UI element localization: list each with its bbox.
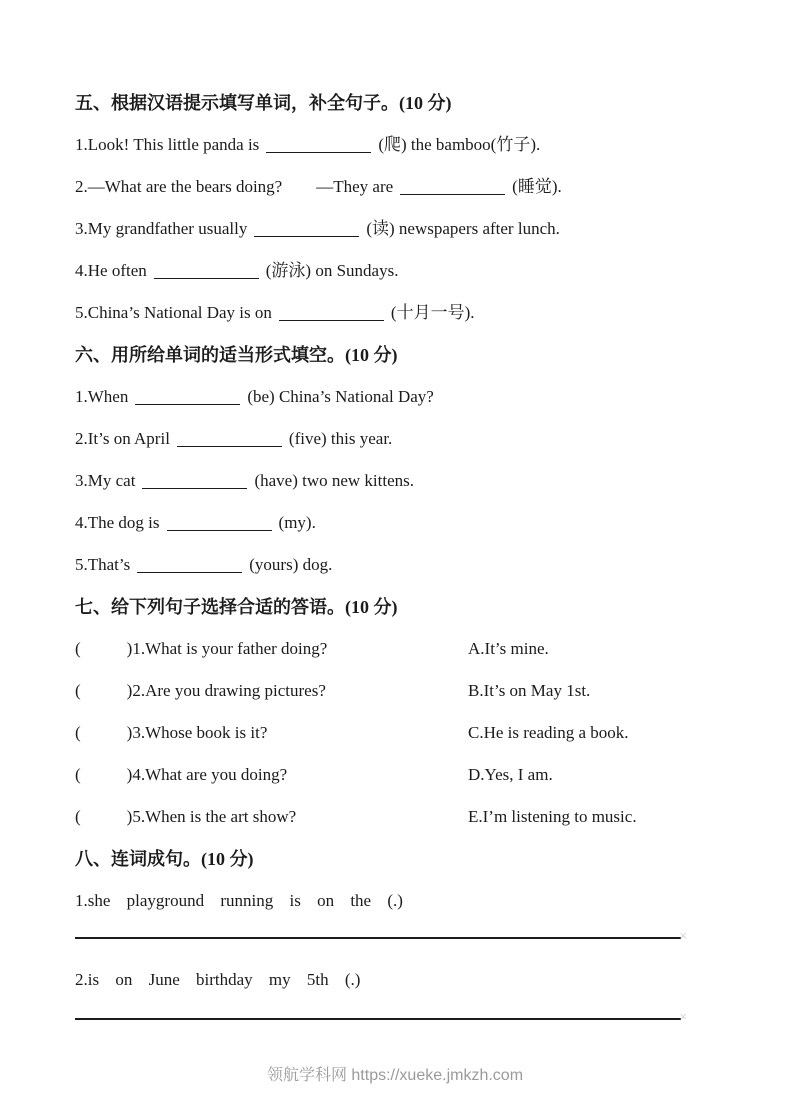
fill-blank: [137, 556, 242, 573]
s7-row-1: [75, 628, 690, 670]
section6-score: (10 分): [345, 345, 398, 365]
s5-item-2-question: 2.—What are the bears doing?: [75, 177, 283, 196]
answer-bracket-open: (: [75, 807, 81, 826]
s6-item-5: [75, 544, 690, 586]
answer-bracket-close: ): [126, 639, 133, 658]
site-watermark: 领航学科网 https://xueke.jmkzh.com: [266, 1067, 524, 1084]
s7-row-1-option: A.It’s mine.: [468, 639, 549, 658]
scan-stray-mark: ×: [679, 1009, 687, 1024]
s6-item-4-hint: (my).: [278, 513, 316, 532]
fill-blank: [279, 304, 384, 321]
s6-item-5-hint: (yours) dog.: [249, 555, 333, 574]
s5-item-1: [75, 124, 690, 166]
section8-heading: [75, 838, 690, 880]
section7-title: 七、给下列句子选择合适的答语。: [75, 597, 345, 617]
s6-item-4: [75, 502, 690, 544]
s8-item-1-text: 1.she playground running is on the (.): [75, 891, 403, 910]
s7-row-4: [75, 754, 690, 796]
section8-title: 八、连词成句。: [75, 849, 201, 869]
answer-bracket-open: (: [75, 681, 81, 700]
answer-bracket-close: ): [126, 807, 133, 826]
s7-row-3-question: [75, 712, 468, 754]
section7-heading: [75, 586, 690, 628]
s7-row-2-question: [75, 670, 468, 712]
fill-blank: [254, 220, 359, 237]
s7-row-4-question: [75, 754, 468, 796]
s6-item-3-hint: (have) two new kittens.: [254, 471, 415, 490]
s6-item-3: [75, 460, 690, 502]
s7-row-5: [75, 796, 690, 838]
section6-heading: [75, 334, 690, 376]
fill-blank: [167, 514, 272, 531]
s6-item-2: [75, 418, 690, 460]
s5-item-4: [75, 250, 690, 292]
fill-blank: [400, 178, 505, 195]
s7-row-5-question: [75, 796, 468, 838]
s5-item-4-hint: (游泳) on Sundays.: [265, 261, 399, 280]
s6-item-2-text: 2.It’s on April: [75, 429, 170, 448]
section5-score: (10 分): [399, 93, 452, 113]
fill-blank: [135, 388, 240, 405]
s8-item-2: [75, 959, 690, 1001]
s5-item-2-hint: (睡觉).: [512, 177, 562, 196]
answer-writing-line: [75, 1009, 687, 1024]
s6-item-3-text: 3.My cat: [75, 471, 136, 490]
section5-heading: [75, 82, 690, 124]
s7-row-2-option: B.It’s on May 1st.: [468, 681, 591, 700]
s8-item-1: [75, 880, 690, 922]
answer-writing-line: [75, 928, 687, 943]
s7-row-3-option: C.He is reading a book.: [468, 723, 629, 742]
section6-title: 六、用所给单词的适当形式填空。: [75, 345, 345, 365]
s6-item-1-text: 1.When: [75, 387, 129, 406]
s7-q5-text: 5.When is the art show?: [132, 807, 297, 826]
s7-row-3: [75, 712, 690, 754]
s7-q1-text: 1.What is your father doing?: [132, 639, 328, 658]
s5-item-2-answer-stem: —They are: [316, 177, 394, 196]
s6-item-2-hint: (five) this year.: [288, 429, 393, 448]
s7-row-1-question: [75, 628, 468, 670]
answer-bracket-open: (: [75, 765, 81, 784]
fill-blank: [266, 136, 371, 153]
s7-row-4-option: D.Yes, I am.: [468, 765, 553, 784]
s5-item-1-text: 1.Look! This little panda is: [75, 135, 260, 154]
s5-item-2: [75, 166, 690, 208]
fill-blank: [154, 262, 259, 279]
s7-row-2: [75, 670, 690, 712]
s8-item-2-text: 2.is on June birthday my 5th (.): [75, 970, 361, 989]
answer-bracket-close: ): [126, 765, 133, 784]
s5-item-3-hint: (读) newspapers after lunch.: [366, 219, 560, 238]
s5-item-5-hint: (十月一号).: [390, 303, 475, 322]
s6-item-5-text: 5.That’s: [75, 555, 131, 574]
s5-item-4-text: 4.He often: [75, 261, 147, 280]
answer-bracket-close: ): [126, 681, 133, 700]
s7-q4-text: 4.What are you doing?: [132, 765, 288, 784]
s5-item-3: [75, 208, 690, 250]
answer-bracket-open: (: [75, 723, 81, 742]
fill-blank: [142, 472, 247, 489]
s7-q2-text: 2.Are you drawing pictures?: [132, 681, 326, 700]
answer-bracket-close: ): [126, 723, 133, 742]
fill-blank: [177, 430, 282, 447]
section7-score: (10 分): [345, 597, 398, 617]
scan-stray-mark: ×: [679, 928, 687, 943]
s6-item-1: [75, 376, 690, 418]
section5-title: 五、根据汉语提示填写单词，补全句子。: [75, 93, 399, 113]
s7-row-5-option: E.I’m listening to music.: [468, 807, 637, 826]
answer-bracket-open: (: [75, 639, 81, 658]
s6-item-4-text: 4.The dog is: [75, 513, 160, 532]
s5-item-5: [75, 292, 690, 334]
s5-item-3-text: 3.My grandfather usually: [75, 219, 248, 238]
s5-item-1-hint: (爬) the bamboo(竹子).: [378, 135, 541, 154]
section8-score: (10 分): [201, 849, 254, 869]
s6-item-1-hint: (be) China’s National Day?: [247, 387, 434, 406]
s7-q3-text: 3.Whose book is it?: [132, 723, 268, 742]
s5-item-5-text: 5.China’s National Day is on: [75, 303, 272, 322]
